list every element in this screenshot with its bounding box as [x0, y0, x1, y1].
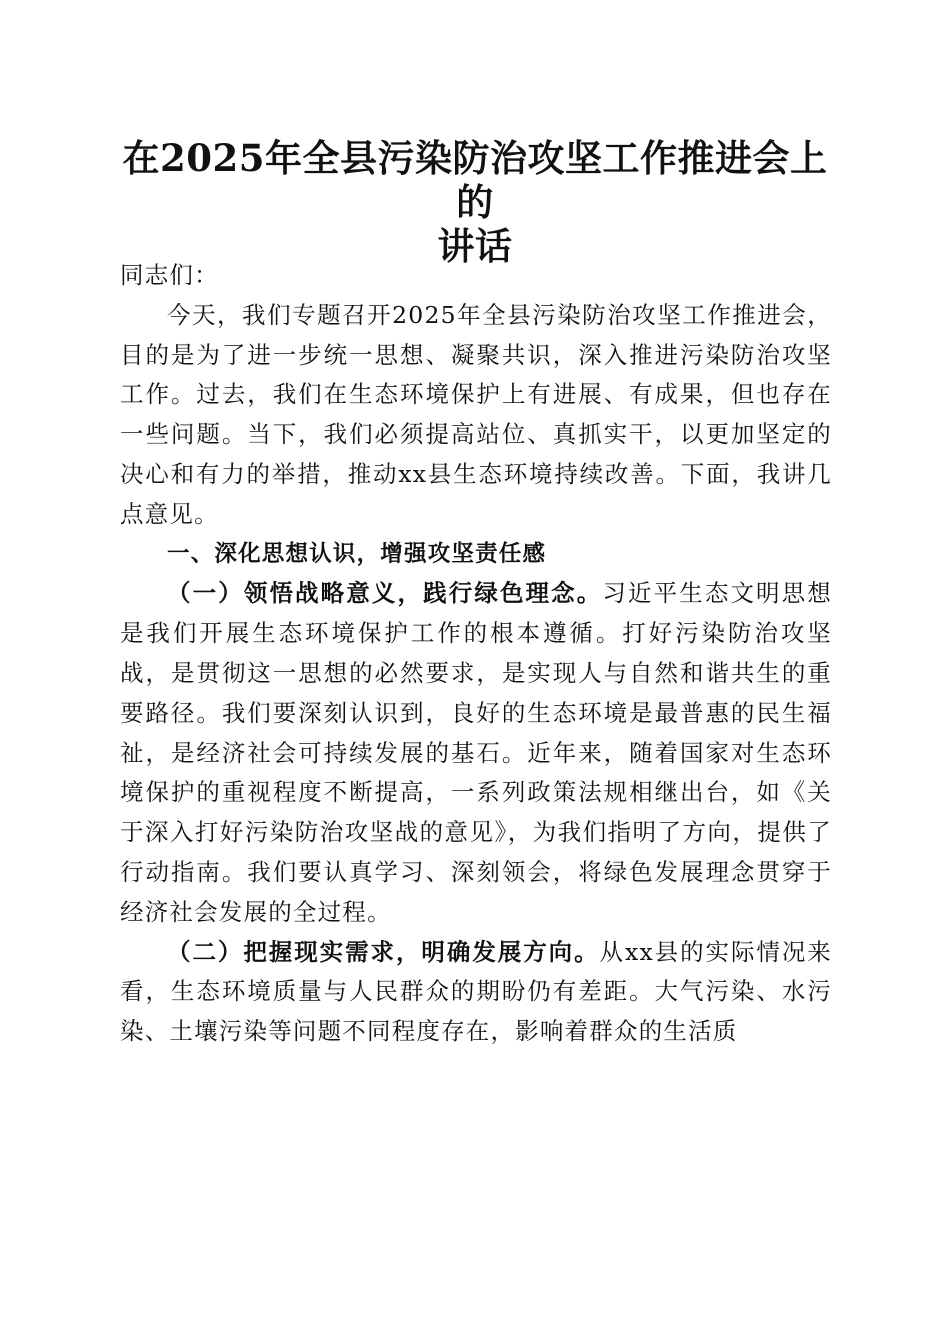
salutation: 同志们： [120, 261, 219, 289]
title-line-2: 讲话 [437, 224, 513, 268]
subsection-1-body: 习近平生态文明思想是我们开展生态环境保护工作的根本遵循。打好污染防治攻坚战，是贯彻这一思想的必然要求，是实现人与自然和谐共生的重要路径。我们要深刻认识到，良好的生态环境是最普惠的民生福祉，是经济社会可持续发展的基石。近年来，随着国家对生态环境保护的重视程度不断提高，一系列政策法规相继出台，如《关于深入打好污染防治攻坚战的意见》，为我们指明了方向，提供了行动指南。我们要认真学习、深刻领会，将绿色发展理念贯穿于经济社会发展的全过程。 [120, 579, 832, 926]
subsection-1-lead: （一）领悟战略意义，践行绿色理念。 [167, 579, 603, 608]
title-line-1: 在2025年全县污染防治攻坚工作推进会上的 [122, 136, 828, 224]
document-title [110, 136, 840, 268]
subsection-2-lead: （二）把握现实需求，明确发展方向。 [167, 937, 600, 966]
subsection-1-paragraph [120, 574, 832, 932]
intro-paragraph: 今天，我们专题召开2025年全县污染防治攻坚工作推进会，目的是为了进一步统一思想、凝聚共识，深入推进污染防治攻坚工作。过去，我们在生态环境保护上有进展、有成果，但也存在一些问题。当下，我们必须提高站位、真抓实干，以更加坚定的决心和有力的举措，推动xx县生态环境持续改善。下面，我讲几点意见。 [120, 300, 832, 528]
document-body [120, 256, 832, 1052]
subsection-2-body: 从xx县的实际情况来看，生态环境质量与人民群众的期盼仍有差距。大气污染、水污染、土壤污染等问题不同程度存在，影响着群众的生活质 [120, 937, 832, 1046]
subsection-2-paragraph [120, 933, 832, 1052]
section-1-heading: 一、深化思想认识，增强攻坚责任感 [167, 540, 547, 567]
